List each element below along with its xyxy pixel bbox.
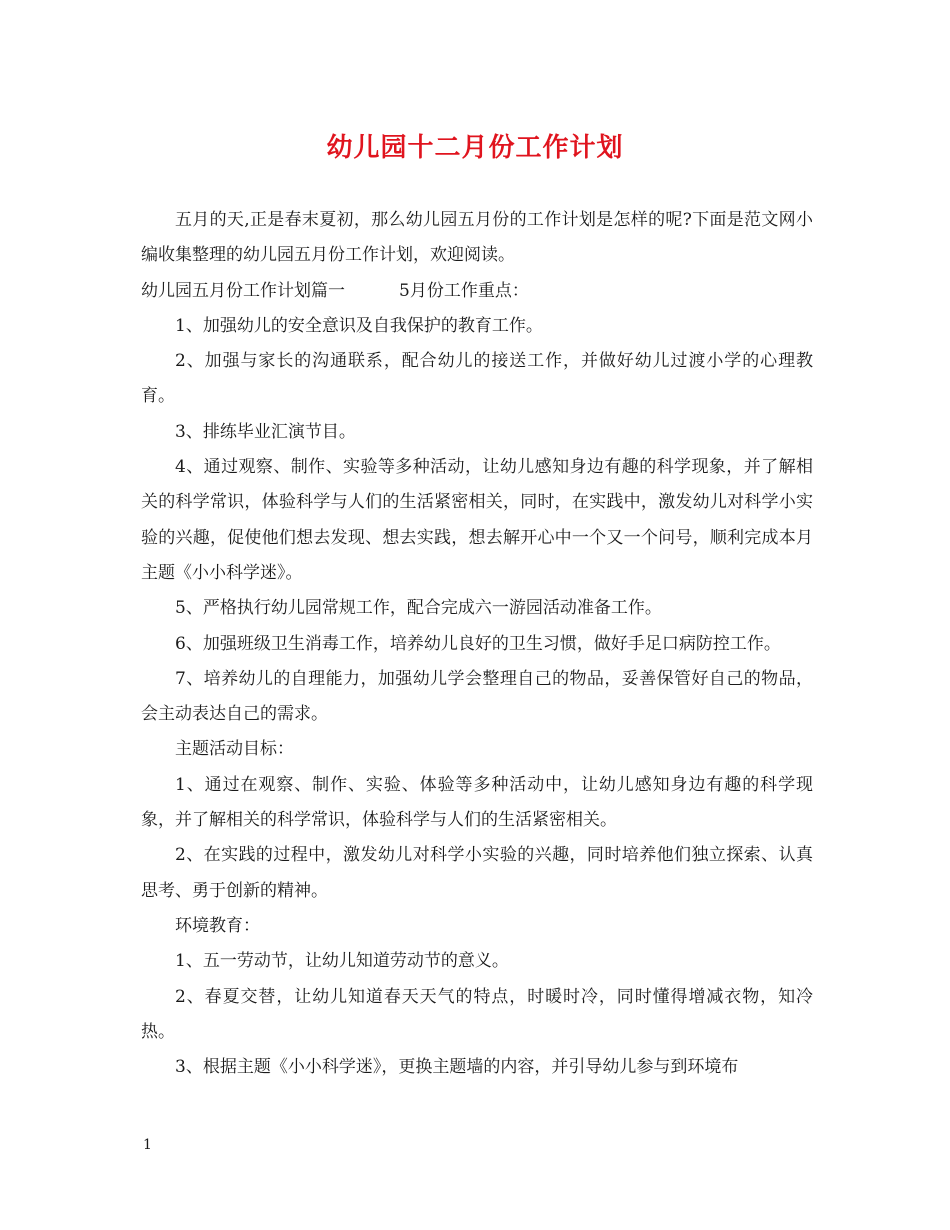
environment-heading: 环境教育： — [175, 915, 260, 936]
paragraph-item-2: 2、加强与家长的沟通联系，配合幼儿的接送工作，并做好幼儿过渡小学的心理教育。 — [141, 351, 813, 407]
theme-goal-1: 1、通过在观察、制作、实验、体验等多种活动中，让幼儿感知身边有趣的科学现象，并了解相关的科学常识，体验科学与人们的生活紧密相关。 — [141, 774, 813, 831]
theme-goal-2: 2、在实践的过程中，激发幼儿对科学小实验的兴趣，同时培养他们独立探索、认真思考、勇于创新的精神。 — [141, 845, 813, 901]
paragraph-item-1: 1、加强幼儿的安全意识及自我保护的教育工作。 — [175, 315, 543, 336]
section-heading-focus: 5月份工作重点： — [399, 280, 529, 301]
paragraph-item-5: 5、严格执行幼儿园常规工作，配合完成六一游园活动准备工作。 — [175, 598, 662, 619]
theme-heading: 主题活动目标： — [175, 739, 294, 760]
paragraph-intro: 五月的天,正是春末夏初，那么幼儿园五月份的工作计划是怎样的呢?下面是范文网小编收集整理的幼儿园五月份工作计划，欢迎阅读。 — [141, 210, 813, 266]
paragraph-item-3: 3、排练毕业汇演节目。 — [175, 421, 356, 442]
section-heading-line — [141, 274, 813, 309]
paragraph-item-4: 4、通过观察、制作、实验等多种活动，让幼儿感知身边有趣的科学现象，并了解相关的科学常识，体验科学与人们的生活紧密相关，同时，在实践中，激发幼儿对科学小实验的兴趣，促使他们想去发现、想去实践，想去解开心中一个又一个问号，顺利完成本月主题《小小科学迷》。 — [141, 457, 813, 583]
environment-item-1: 1、五一劳动节，让幼儿知道劳动节的意义。 — [175, 951, 509, 972]
section-heading-title: 幼儿园五月份工作计划篇一 — [141, 280, 345, 301]
environment-item-2: 2、春夏交替，让幼儿知道春天天气的特点，时暖时冷，同时懂得增减衣物，知冷热。 — [141, 986, 813, 1042]
environment-item-3: 3、根据主题《小小科学迷》，更换主题墙的内容，并引导幼儿参与到环境布 — [175, 1057, 739, 1078]
paragraph-item-7: 7、培养幼儿的自理能力，加强幼儿学会整理自己的物品，妥善保管好自己的物品，会主动表达自己的需求。 — [141, 668, 813, 725]
document-title: 幼儿园十二月份工作计划 — [326, 133, 624, 163]
paragraph-item-6: 6、加强班级卫生消毒工作，培养幼儿良好的卫生习惯，做好手足口病防控工作。 — [175, 633, 781, 654]
document-body — [141, 203, 813, 1085]
page-number: 1 — [143, 1137, 152, 1153]
